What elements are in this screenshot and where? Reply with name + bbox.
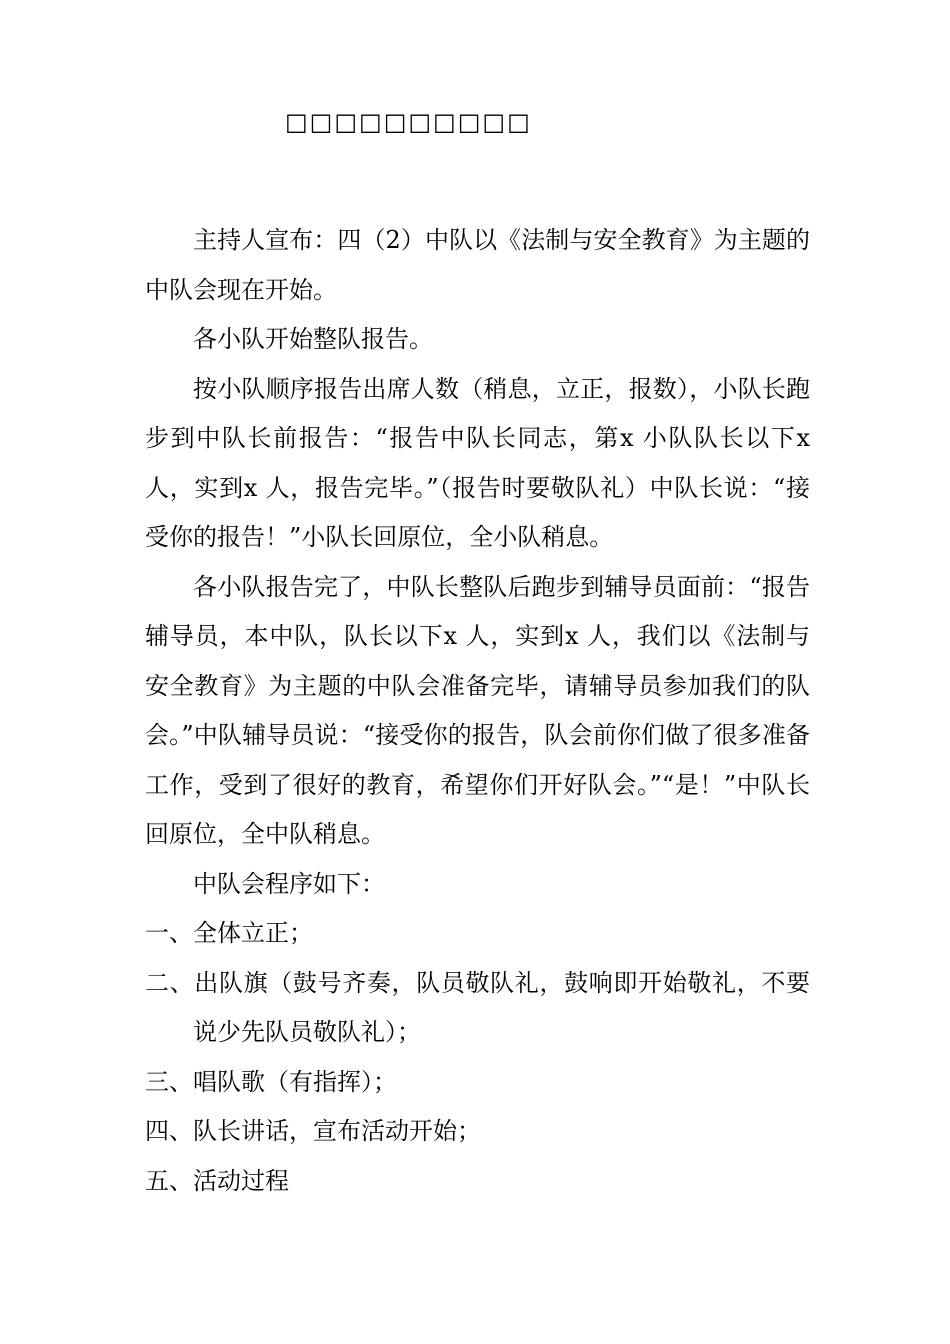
paragraph-report-procedure: 按小队顺序报告出席人数（稍息，立正，报数），小队长跑步到中队长前报告：“报告中队长同志，第x 小队队长以下x 人，实到x 人，报告完毕。”（报告时要敬队礼）中队长说：“接受你的报告！”小队长回原位，全小队稍息。: [145, 374, 810, 551]
program-item-4: 四、队长讲话，宣布活动开始；: [145, 1117, 481, 1145]
paragraph-team-report: 各小队开始整队报告。: [193, 325, 433, 353]
paragraph-program-intro: 中队会程序如下：: [193, 869, 385, 898]
paragraph-opening: 主持人宣布：四（2）中队以《法制与安全教育》为主题的中队会现在开始。: [145, 226, 810, 304]
program-item-5: 五、活动过程: [145, 1166, 289, 1195]
program-item-3: 三、唱队歌（有指挥）；: [145, 1067, 397, 1096]
program-item-1: 一、全体立正；: [145, 919, 313, 947]
program-item-2: 二、出队旗（鼓号齐奏，队员敬队礼，鼓响即开始敬礼，不要说少先队员敬队礼）；: [145, 968, 810, 1046]
document-body: [145, 216, 810, 1206]
document-title: □□□□□□□□□□: [285, 108, 532, 136]
paragraph-counselor-report: 各小队报告完了，中队长整队后跑步到辅导员面前：“报告辅导员，本中队，队长以下x 人，实到x 人，我们以《法制与安全教育》为主题的中队会准备完毕，请辅导员参加我们的队会。”中队辅导员说：“接受你的报告，队会前你们做了很多准备工作，受到了很好的教育，希望你们开好队会。”“是！”中队长回原位，全中队稍息。: [145, 572, 810, 848]
